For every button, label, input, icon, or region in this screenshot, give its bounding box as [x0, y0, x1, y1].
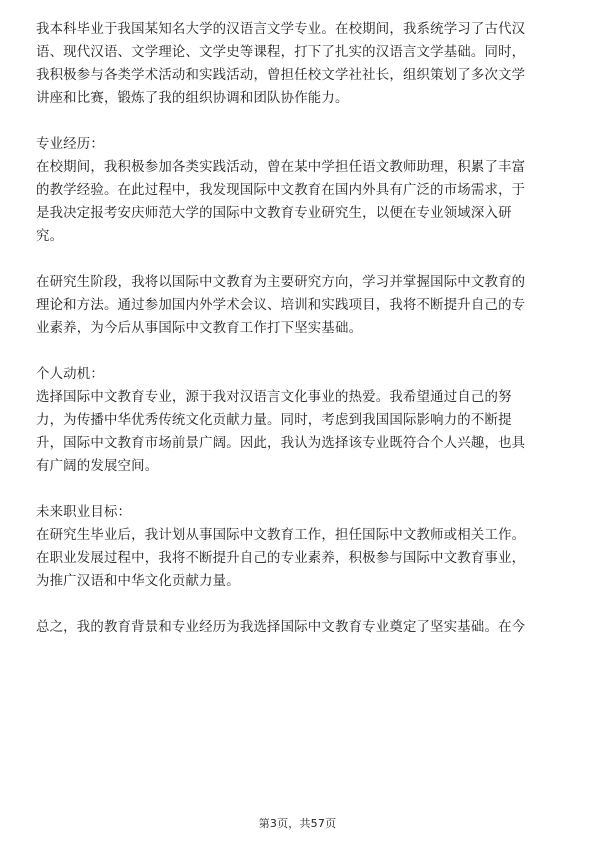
text-line: 究。	[36, 229, 64, 244]
section-heading: 专业经历：	[36, 137, 104, 152]
page-number: 第3页，共57页	[258, 817, 337, 830]
paragraph-gap	[36, 248, 560, 271]
section-heading: 未来职业目标：	[36, 505, 132, 520]
paragraph-gap	[36, 478, 560, 501]
paragraph-personal-motivation	[36, 363, 560, 478]
text-line: 理论和方法。通过参加国内外学术会议、培训和实践项目，我将不断提升自己的专	[36, 298, 526, 313]
paragraph-education	[36, 18, 560, 110]
paragraph-graduate-plan	[36, 271, 560, 340]
text-line: 的教学经验。在此过程中，我发现国际中文教育在国内外具有广泛的市场需求，于	[36, 183, 526, 198]
document-body	[36, 18, 560, 639]
text-line: 语、现代汉语、文学理论、文学史等课程，打下了扎实的汉语言文学基础。同时，	[36, 45, 526, 60]
paragraph-gap	[36, 110, 560, 133]
paragraph-gap	[36, 340, 560, 363]
text-line: 我本科毕业于我国某知名大学的汉语言文学专业。在校期间，我系统学习了古代汉	[36, 22, 526, 37]
text-line: 力，为传播中华优秀传统文化贡献力量。同时，考虑到我国国际影响力的不断提	[36, 413, 512, 428]
paragraph-conclusion	[36, 616, 560, 639]
text-line: 讲座和比赛，锻炼了我的组织协调和团队协作能力。	[36, 91, 349, 106]
text-line: 有广阔的发展空间。	[36, 459, 159, 474]
text-line: 选择国际中文教育专业，源于我对汉语言文化事业的热爱。我希望通过自己的努	[36, 390, 512, 405]
text-line: 升，国际中文教育市场前景广阔。因此，我认为选择该专业既符合个人兴趣，也具	[36, 436, 526, 451]
text-line: 总之，我的教育背景和专业经历为我选择国际中文教育专业奠定了坚实基础。在今	[36, 620, 526, 635]
text-line: 在研究生阶段，我将以国际中文教育为主要研究方向，学习并掌握国际中文教育的	[36, 275, 526, 290]
text-line: 是我决定报考安庆师范大学的国际中文教育专业研究生，以便在专业领域深入研	[36, 206, 512, 221]
paragraph-professional-experience	[36, 133, 560, 248]
text-line: 在研究生毕业后，我计划从事国际中文教育工作，担任国际中文教师或相关工作。	[36, 528, 526, 543]
text-line: 业素养，为今后从事国际中文教育工作打下坚实基础。	[36, 321, 363, 336]
text-line: 我积极参与各类学术活动和实践活动，曾担任校文学社社长，组织策划了多次文学	[36, 68, 526, 83]
section-heading: 个人动机：	[36, 367, 104, 382]
paragraph-gap	[36, 593, 560, 616]
text-line: 在校期间，我积极参加各类实践活动，曾在某中学担任语文教师助理，积累了丰富	[36, 160, 526, 175]
text-line: 为推广汉语和中华文化贡献力量。	[36, 574, 240, 589]
text-line: 在职业发展过程中，我将不断提升自己的专业素养，积极参与国际中文教育事业，	[36, 551, 526, 566]
paragraph-career-goals	[36, 501, 560, 593]
